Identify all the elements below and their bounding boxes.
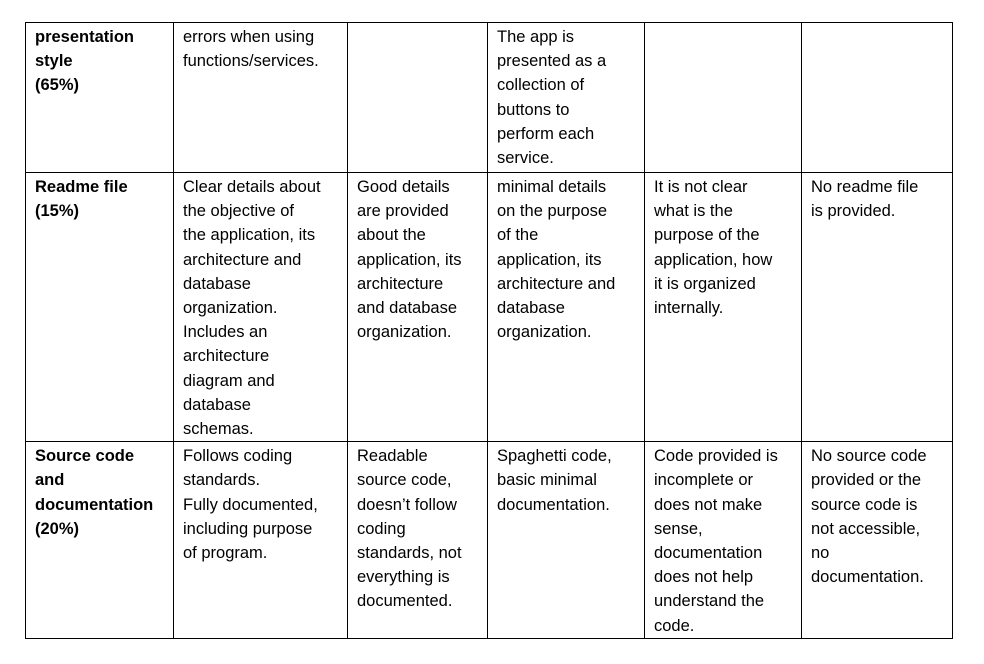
cell-line: database xyxy=(183,274,251,293)
cell-line: what is the xyxy=(654,202,733,221)
criterion-cell xyxy=(26,23,174,173)
cell-line: on the purpose xyxy=(497,202,608,221)
criterion-line: and xyxy=(35,471,65,490)
cell-line: Code provided is xyxy=(654,447,778,466)
criterion-line: (20%) xyxy=(35,519,80,538)
cell-line: standards, not xyxy=(357,544,462,563)
criterion-line: Readme file xyxy=(35,178,128,196)
level-cell-none xyxy=(802,23,953,173)
cell-line: Readable xyxy=(357,447,428,466)
level-cell-poor xyxy=(645,23,802,173)
rubric-table xyxy=(25,22,953,639)
cell-line: it is organized xyxy=(654,274,756,293)
level-cell-fair xyxy=(488,173,645,442)
cell-line: It is not clear xyxy=(654,178,748,196)
cell-line: incomplete or xyxy=(654,471,754,490)
cell-line: basic minimal xyxy=(497,471,597,490)
cell-line: sense, xyxy=(654,519,703,538)
level-cell-excellent xyxy=(174,442,348,639)
cell-line: including purpose xyxy=(183,519,313,538)
level-cell-fair xyxy=(488,23,645,173)
cell-line: errors when using xyxy=(183,28,315,46)
criterion-line: (65%) xyxy=(35,76,80,95)
cell-line: application, its xyxy=(357,250,462,269)
level-cell-good xyxy=(348,173,488,442)
level-cell-excellent xyxy=(174,173,348,442)
criterion-line: style xyxy=(35,52,73,71)
cell-line: are provided xyxy=(357,202,449,221)
cell-line: everything is xyxy=(357,568,450,587)
cell-line: organization. xyxy=(183,299,278,318)
cell-line: Includes an xyxy=(183,323,268,342)
cell-line: architecture and xyxy=(497,274,616,293)
cell-line: and database xyxy=(357,299,458,318)
cell-line: source code is xyxy=(811,495,918,514)
cell-line: application, its xyxy=(497,250,602,269)
cell-line: provided or the xyxy=(811,471,922,490)
cell-line: organization. xyxy=(497,323,592,342)
cell-line: Fully documented, xyxy=(183,495,318,514)
cell-line: of program. xyxy=(183,544,268,563)
cell-line: of the xyxy=(497,226,539,245)
cell-line: documentation xyxy=(654,544,763,563)
cell-line: collection of xyxy=(497,76,585,95)
cell-line: Follows coding xyxy=(183,447,293,466)
rubric-body xyxy=(26,23,953,639)
cell-line: buttons to xyxy=(497,100,570,119)
cell-line: source code, xyxy=(357,471,452,490)
cell-line: No source code xyxy=(811,447,927,466)
criterion-line: documentation xyxy=(35,495,154,514)
cell-line: Clear details about xyxy=(183,178,321,196)
cell-line: organization. xyxy=(357,323,452,342)
cell-line: schemas. xyxy=(183,420,254,439)
cell-line: No readme file xyxy=(811,178,919,196)
level-cell-poor xyxy=(645,442,802,639)
cell-line: coding xyxy=(357,519,406,538)
criterion-cell xyxy=(26,173,174,442)
criterion-line: (15%) xyxy=(35,202,80,221)
table-row xyxy=(26,173,953,442)
cell-line: diagram and xyxy=(183,371,275,390)
cell-line: is provided. xyxy=(811,202,896,221)
cell-line: documented. xyxy=(357,592,453,611)
cell-line: the application, its xyxy=(183,226,316,245)
cell-line: the objective of xyxy=(183,202,294,221)
cell-line: Good details xyxy=(357,178,450,196)
cell-line: architecture and xyxy=(183,250,302,269)
criterion-line: presentation xyxy=(35,28,135,46)
criterion-line: Source code xyxy=(35,447,135,466)
table-row xyxy=(26,23,953,173)
cell-line: application, how xyxy=(654,250,773,269)
cell-line: internally. xyxy=(654,299,724,318)
cell-line: standards. xyxy=(183,471,261,490)
cell-line: database xyxy=(497,299,565,318)
criterion-cell xyxy=(26,442,174,639)
cell-line: architecture xyxy=(183,347,270,366)
cell-line: presented as a xyxy=(497,52,607,71)
cell-line: about the xyxy=(357,226,426,245)
cell-line: service. xyxy=(497,149,554,168)
level-cell-good xyxy=(348,442,488,639)
level-cell-fair xyxy=(488,442,645,639)
cell-line: doesn’t follow xyxy=(357,495,457,514)
cell-line: architecture xyxy=(357,274,444,293)
cell-line: database xyxy=(183,395,251,414)
cell-line: not accessible, xyxy=(811,519,921,538)
cell-line: perform each xyxy=(497,124,595,143)
level-cell-good xyxy=(348,23,488,173)
cell-line: code. xyxy=(654,616,695,635)
cell-line: minimal details xyxy=(497,178,607,196)
cell-line: purpose of the xyxy=(654,226,760,245)
table-row xyxy=(26,442,953,639)
cell-line: functions/services. xyxy=(183,52,319,71)
level-cell-poor xyxy=(645,173,802,442)
cell-line: no xyxy=(811,544,830,563)
cell-line: Spaghetti code, xyxy=(497,447,612,466)
level-cell-none xyxy=(802,173,953,442)
cell-line: understand the xyxy=(654,592,765,611)
cell-line: documentation. xyxy=(497,495,610,514)
level-cell-none xyxy=(802,442,953,639)
cell-line: does not help xyxy=(654,568,754,587)
cell-line: does not make xyxy=(654,495,763,514)
cell-line: The app is xyxy=(497,28,575,46)
level-cell-excellent xyxy=(174,23,348,173)
cell-line: documentation. xyxy=(811,568,924,587)
